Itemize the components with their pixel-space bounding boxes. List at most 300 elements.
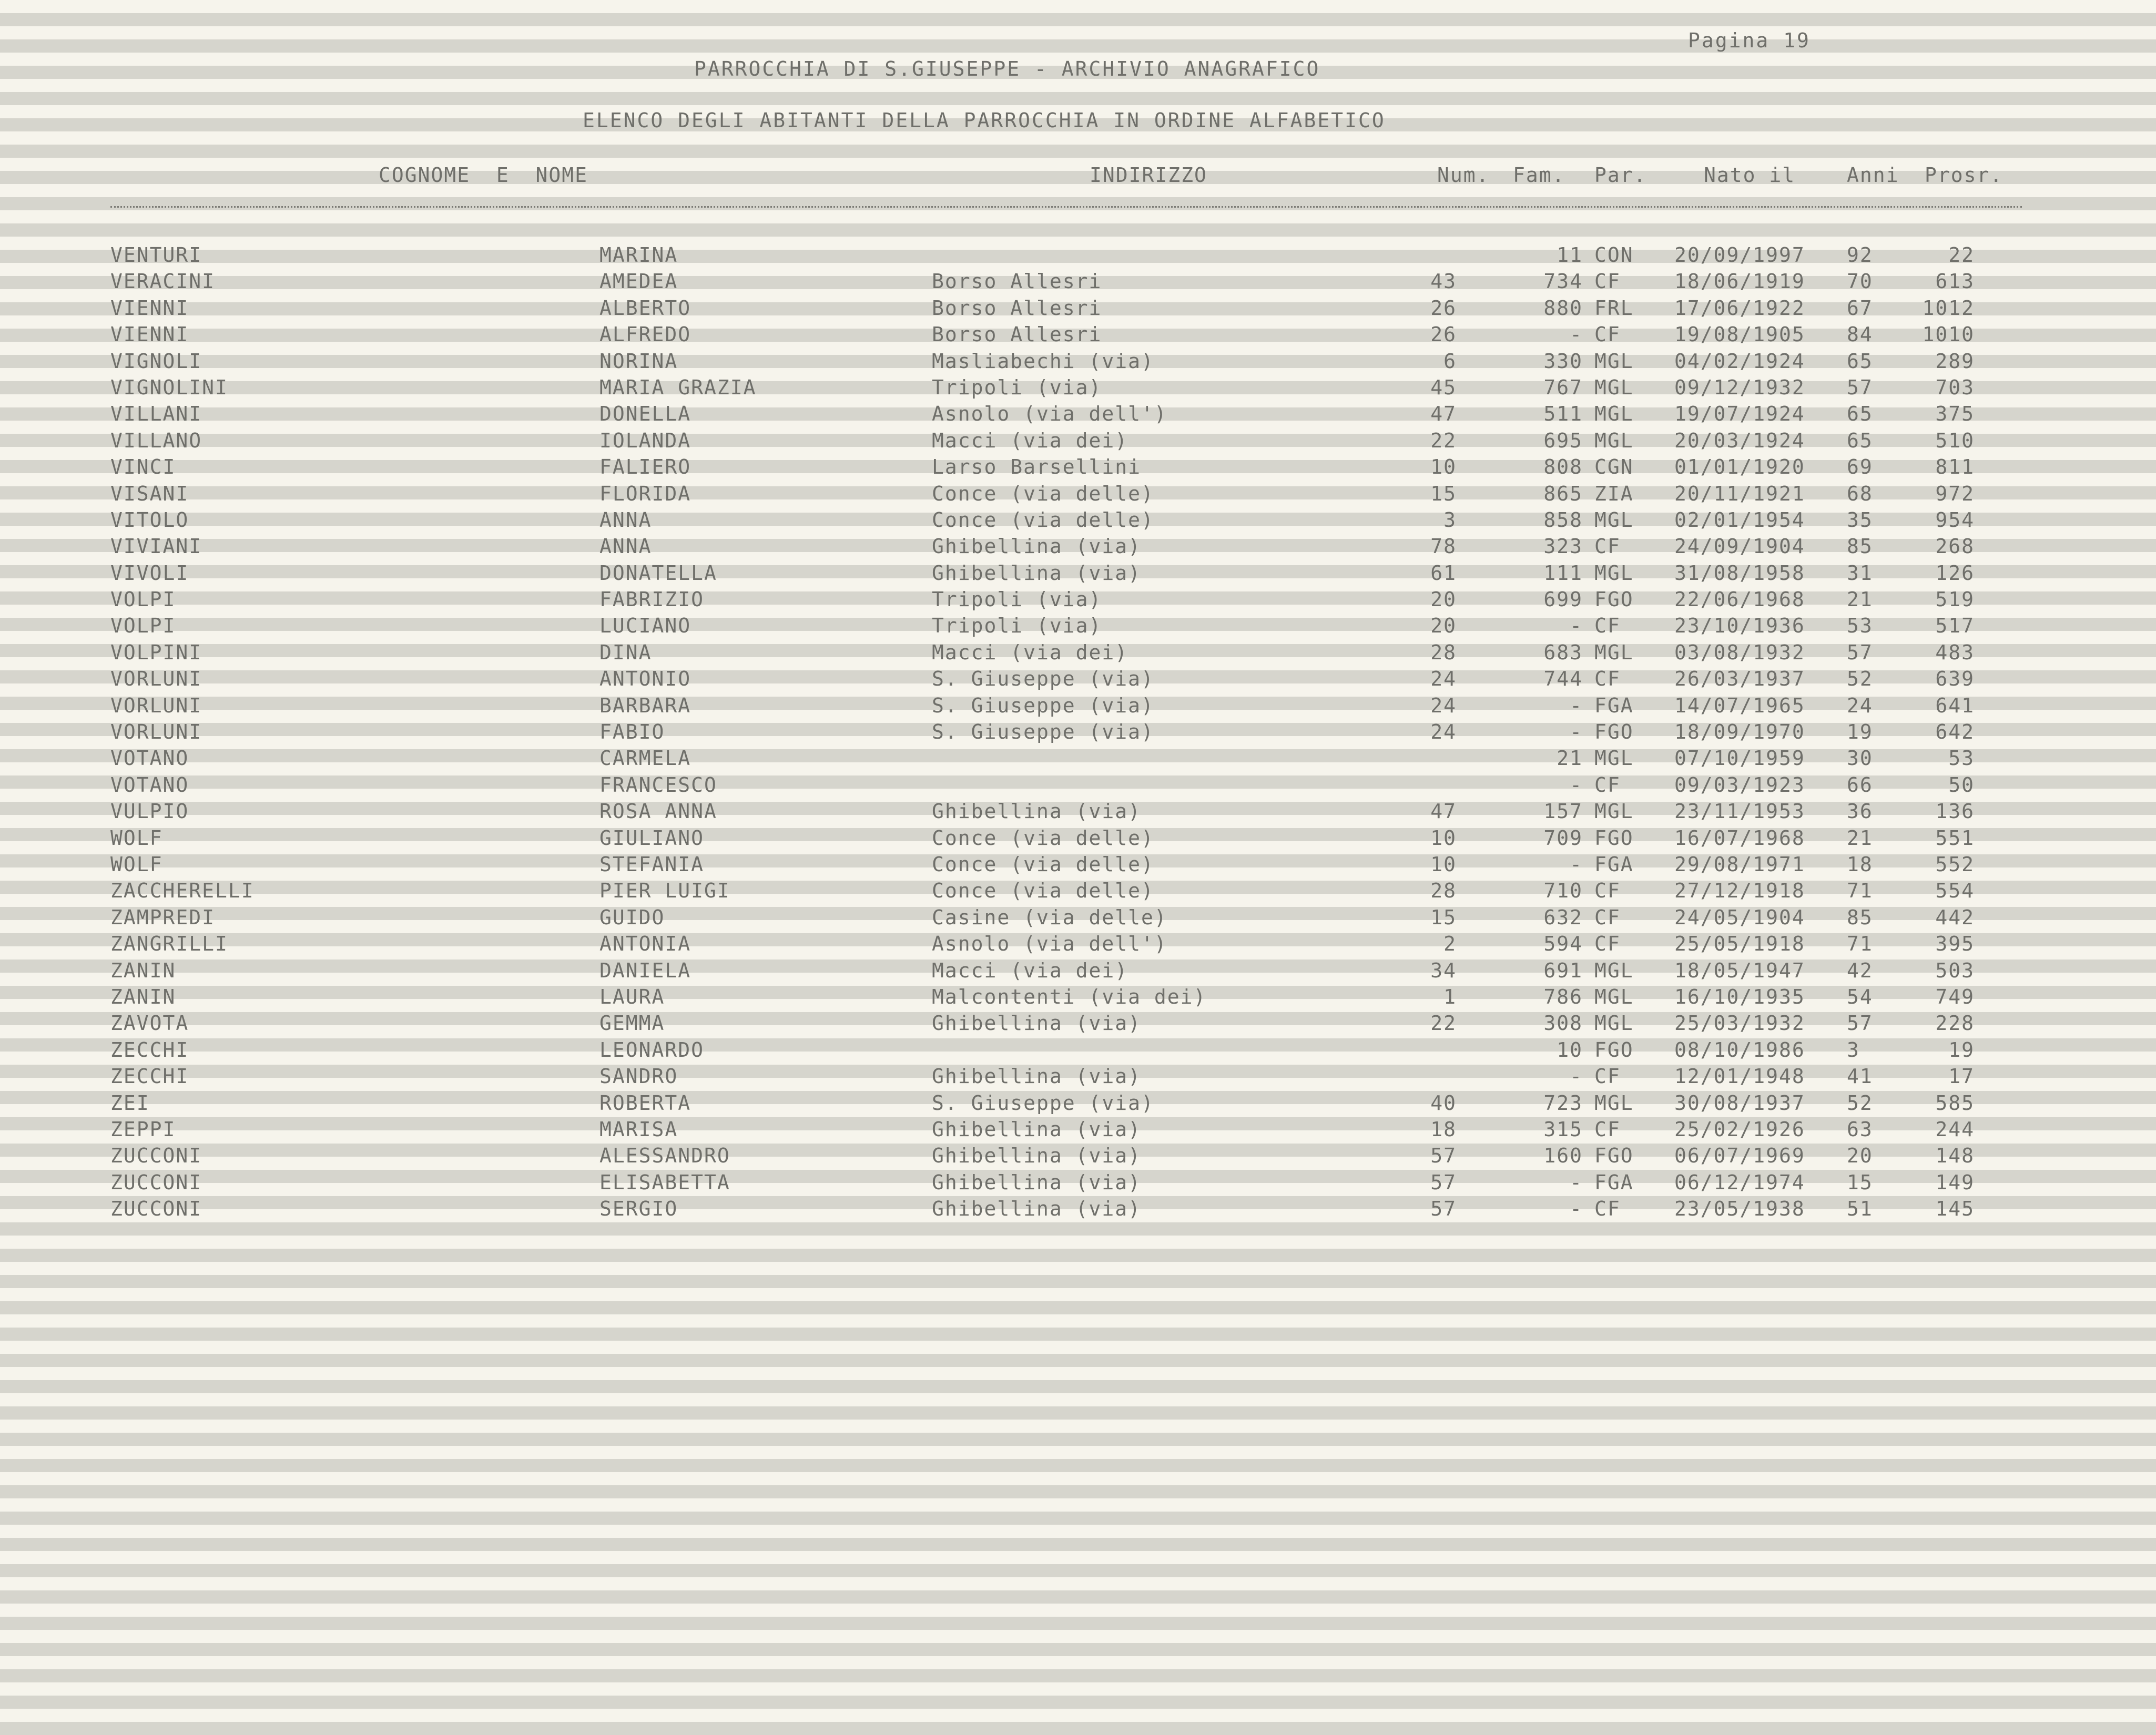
surname-cell: ZAMPREDI: [110, 905, 216, 929]
surname-cell: WOLF: [110, 852, 163, 876]
first-name-cell: DONELLA: [599, 402, 691, 426]
relation-cell: MGL: [1594, 1091, 1634, 1115]
resident-row: [0, 1063, 2156, 1089]
resident-row: [0, 772, 2156, 798]
surname-cell: VORLUNI: [110, 693, 202, 717]
first-name-cell: LEONARDO: [599, 1038, 705, 1062]
address-cell: Conce (via delle): [932, 508, 1154, 532]
progressive-number-cell: 552: [1935, 852, 1975, 876]
age-cell: 70: [1847, 270, 1873, 293]
address-cell: Asnolo (via dell'): [932, 402, 1167, 426]
age-cell: 19: [1847, 720, 1873, 744]
birth-date-cell: 29/08/1971: [1674, 852, 1805, 876]
surname-cell: ZUCCONI: [110, 1170, 202, 1194]
relation-cell: FGO: [1594, 588, 1634, 611]
family-number-cell: 10: [1557, 1038, 1583, 1062]
first-name-cell: ELISABETTA: [599, 1170, 730, 1194]
address-cell: Ghibellina (via): [932, 1144, 1142, 1168]
document-title: PARROCCHIA DI S.GIUSEPPE - ARCHIVIO ANAGRAFICO: [694, 57, 1320, 80]
relation-cell: CF: [1594, 1117, 1621, 1141]
address-cell: Borso Allesri: [932, 270, 1102, 293]
age-cell: 57: [1847, 375, 1873, 399]
surname-cell: VOLPI: [110, 588, 176, 611]
birth-date-cell: 14/07/1965: [1674, 693, 1805, 717]
family-number-cell: -: [1570, 323, 1583, 346]
family-number-cell: 808: [1543, 455, 1583, 479]
first-name-cell: MARINA: [599, 243, 678, 267]
birth-date-cell: 23/10/1936: [1674, 614, 1805, 638]
birth-date-cell: 02/01/1954: [1674, 508, 1805, 532]
birth-date-cell: 24/09/1904: [1674, 535, 1805, 558]
resident-row: [0, 1196, 2156, 1222]
family-number-cell: 695: [1543, 428, 1583, 452]
resident-row: [0, 798, 2156, 824]
first-name-cell: DANIELA: [599, 958, 691, 982]
relation-cell: MGL: [1594, 402, 1634, 426]
first-name-cell: ANNA: [599, 535, 652, 558]
age-cell: 20: [1847, 1144, 1873, 1168]
document-subtitle: ELENCO DEGLI ABITANTI DELLA PARROCCHIA IN ORDINE ALFABETICO: [583, 109, 1386, 132]
address-cell: Ghibellina (via): [932, 1012, 1142, 1035]
address-cell: Conce (via delle): [932, 879, 1154, 903]
address-cell: S. Giuseppe (via): [932, 1091, 1154, 1115]
age-cell: 67: [1847, 296, 1873, 320]
surname-cell: VIENNI: [110, 323, 189, 346]
resident-row: [0, 1142, 2156, 1169]
birth-date-cell: 18/09/1970: [1674, 720, 1805, 744]
family-number-cell: 767: [1543, 375, 1583, 399]
column-header-num: Num.: [1437, 164, 1490, 187]
relation-cell: ZIA: [1594, 482, 1634, 505]
relation-cell: MGL: [1594, 1012, 1634, 1035]
first-name-cell: PIER LUIGI: [599, 879, 730, 903]
address-cell: Conce (via delle): [932, 482, 1154, 505]
family-number-cell: 723: [1543, 1091, 1583, 1115]
family-number-cell: -: [1570, 720, 1583, 744]
house-number-cell: 26: [1430, 323, 1457, 346]
progressive-number-cell: 703: [1935, 375, 1975, 399]
birth-date-cell: 25/02/1926: [1674, 1117, 1805, 1141]
relation-cell: CF: [1594, 614, 1621, 638]
first-name-cell: STEFANIA: [599, 852, 705, 876]
resident-row: [0, 639, 2156, 666]
resident-row: [0, 719, 2156, 745]
address-cell: Macci (via dei): [932, 958, 1128, 982]
column-header-nato: Nato il: [1704, 164, 1796, 187]
first-name-cell: NORINA: [599, 349, 678, 373]
progressive-number-cell: 551: [1935, 826, 1975, 850]
surname-cell: VILLANI: [110, 402, 202, 426]
first-name-cell: ALESSANDRO: [599, 1144, 730, 1168]
surname-cell: ZUCCONI: [110, 1197, 202, 1221]
birth-date-cell: 09/12/1932: [1674, 375, 1805, 399]
house-number-cell: 28: [1430, 640, 1457, 664]
progressive-number-cell: 149: [1935, 1170, 1975, 1194]
resident-row: [0, 295, 2156, 321]
birth-date-cell: 25/05/1918: [1674, 932, 1805, 956]
resident-row: [0, 1010, 2156, 1036]
relation-cell: FGA: [1594, 693, 1634, 717]
resident-row: [0, 666, 2156, 692]
surname-cell: WOLF: [110, 826, 163, 850]
progressive-number-cell: 53: [1948, 747, 1975, 770]
surname-cell: VORLUNI: [110, 667, 202, 691]
age-cell: 31: [1847, 561, 1873, 585]
surname-cell: ZUCCONI: [110, 1144, 202, 1168]
surname-cell: VIVOLI: [110, 561, 189, 585]
surname-cell: ZEI: [110, 1091, 150, 1115]
age-cell: 52: [1847, 1091, 1873, 1115]
relation-cell: CF: [1594, 667, 1621, 691]
relation-cell: CF: [1594, 270, 1621, 293]
surname-cell: ZACCHERELLI: [110, 879, 255, 903]
family-number-cell: 734: [1543, 270, 1583, 293]
address-cell: Tripoli (via): [932, 588, 1102, 611]
first-name-cell: GUIDO: [599, 905, 665, 929]
resident-row: [0, 692, 2156, 719]
age-cell: 92: [1847, 243, 1873, 267]
progressive-number-cell: 641: [1935, 693, 1975, 717]
progressive-number-cell: 954: [1935, 508, 1975, 532]
family-number-cell: 594: [1543, 932, 1583, 956]
address-cell: Tripoli (via): [932, 375, 1102, 399]
house-number-cell: 10: [1430, 852, 1457, 876]
progressive-number-cell: 375: [1935, 402, 1975, 426]
address-cell: Larso Barsellini: [932, 455, 1142, 479]
relation-cell: MGL: [1594, 747, 1634, 770]
birth-date-cell: 20/11/1921: [1674, 482, 1805, 505]
birth-date-cell: 01/01/1920: [1674, 455, 1805, 479]
family-number-cell: -: [1570, 693, 1583, 717]
relation-cell: FGO: [1594, 720, 1634, 744]
relation-cell: CF: [1594, 773, 1621, 797]
family-number-cell: 160: [1543, 1144, 1583, 1168]
surname-cell: ZEPPI: [110, 1117, 176, 1141]
house-number-cell: 40: [1430, 1091, 1457, 1115]
resident-row: [0, 745, 2156, 771]
family-number-cell: 330: [1543, 349, 1583, 373]
surname-cell: ZECCHI: [110, 1065, 189, 1088]
family-number-cell: 21: [1557, 747, 1583, 770]
birth-date-cell: 27/12/1918: [1674, 879, 1805, 903]
age-cell: 63: [1847, 1117, 1873, 1141]
age-cell: 84: [1847, 323, 1873, 346]
surname-cell: VIENNI: [110, 296, 189, 320]
age-cell: 24: [1847, 693, 1873, 717]
house-number-cell: 2: [1443, 932, 1457, 956]
surname-cell: VIGNOLINI: [110, 375, 228, 399]
age-cell: 51: [1847, 1197, 1873, 1221]
first-name-cell: ROSA ANNA: [599, 800, 717, 823]
progressive-number-cell: 126: [1935, 561, 1975, 585]
resident-row: [0, 242, 2156, 268]
first-name-cell: BARBARA: [599, 693, 691, 717]
house-number-cell: 3: [1443, 508, 1457, 532]
surname-cell: VIGNOLI: [110, 349, 202, 373]
relation-cell: CF: [1594, 932, 1621, 956]
relation-cell: FGA: [1594, 1170, 1634, 1194]
family-number-cell: 699: [1543, 588, 1583, 611]
surname-cell: VERACINI: [110, 270, 216, 293]
residents-list: [0, 242, 2156, 1222]
surname-cell: VOLPINI: [110, 640, 202, 664]
surname-cell: VOTANO: [110, 773, 189, 797]
relation-cell: FGO: [1594, 826, 1634, 850]
relation-cell: CF: [1594, 879, 1621, 903]
age-cell: 18: [1847, 852, 1873, 876]
resident-row: [0, 481, 2156, 507]
family-number-cell: 683: [1543, 640, 1583, 664]
birth-date-cell: 18/05/1947: [1674, 958, 1805, 982]
family-number-cell: 865: [1543, 482, 1583, 505]
surname-cell: VENTURI: [110, 243, 202, 267]
resident-row: [0, 560, 2156, 586]
family-number-cell: 710: [1543, 879, 1583, 903]
progressive-number-cell: 749: [1935, 985, 1975, 1008]
progressive-number-cell: 554: [1935, 879, 1975, 903]
relation-cell: MGL: [1594, 561, 1634, 585]
age-cell: 57: [1847, 640, 1873, 664]
address-cell: Tripoli (via): [932, 614, 1102, 638]
house-number-cell: 43: [1430, 270, 1457, 293]
progressive-number-cell: 136: [1935, 800, 1975, 823]
relation-cell: MGL: [1594, 958, 1634, 982]
resident-row: [0, 1090, 2156, 1116]
birth-date-cell: 07/10/1959: [1674, 747, 1805, 770]
column-header-fam: Fam.: [1513, 164, 1565, 187]
relation-cell: CF: [1594, 905, 1621, 929]
age-cell: 36: [1847, 800, 1873, 823]
address-cell: Masliabechi (via): [932, 349, 1154, 373]
resident-row: [0, 904, 2156, 931]
birth-date-cell: 25/03/1932: [1674, 1012, 1805, 1035]
relation-cell: MGL: [1594, 800, 1634, 823]
house-number-cell: 10: [1430, 826, 1457, 850]
family-number-cell: 323: [1543, 535, 1583, 558]
birth-date-cell: 22/06/1968: [1674, 588, 1805, 611]
surname-cell: VILLANO: [110, 428, 202, 452]
progressive-number-cell: 1010: [1922, 323, 1975, 346]
resident-row: [0, 931, 2156, 957]
progressive-number-cell: 517: [1935, 614, 1975, 638]
progressive-number-cell: 19: [1948, 1038, 1975, 1062]
first-name-cell: SANDRO: [599, 1065, 678, 1088]
first-name-cell: GEMMA: [599, 1012, 665, 1035]
family-number-cell: -: [1570, 773, 1583, 797]
birth-date-cell: 17/06/1922: [1674, 296, 1805, 320]
birth-date-cell: 06/12/1974: [1674, 1170, 1805, 1194]
family-number-cell: 308: [1543, 1012, 1583, 1035]
resident-row: [0, 321, 2156, 348]
surname-cell: VULPIO: [110, 800, 189, 823]
relation-cell: CF: [1594, 535, 1621, 558]
surname-cell: ZANIN: [110, 985, 176, 1008]
house-number-cell: 10: [1430, 455, 1457, 479]
house-number-cell: 45: [1430, 375, 1457, 399]
address-cell: S. Giuseppe (via): [932, 720, 1154, 744]
house-number-cell: 22: [1430, 1012, 1457, 1035]
house-number-cell: 15: [1430, 905, 1457, 929]
age-cell: 52: [1847, 667, 1873, 691]
first-name-cell: LUCIANO: [599, 614, 691, 638]
resident-row: [0, 825, 2156, 851]
first-name-cell: MARISA: [599, 1117, 678, 1141]
age-cell: 85: [1847, 535, 1873, 558]
address-cell: Ghibellina (via): [932, 1065, 1142, 1088]
address-cell: S. Giuseppe (via): [932, 693, 1154, 717]
age-cell: 71: [1847, 932, 1873, 956]
header-divider: [110, 206, 2022, 208]
age-cell: 66: [1847, 773, 1873, 797]
family-number-cell: 315: [1543, 1117, 1583, 1141]
progressive-number-cell: 148: [1935, 1144, 1975, 1168]
relation-cell: CF: [1594, 1065, 1621, 1088]
progressive-number-cell: 22: [1948, 243, 1975, 267]
family-number-cell: -: [1570, 1170, 1583, 1194]
surname-cell: ZANIN: [110, 958, 176, 982]
first-name-cell: ALFREDO: [599, 323, 691, 346]
resident-row: [0, 1037, 2156, 1063]
age-cell: 65: [1847, 349, 1873, 373]
age-cell: 65: [1847, 402, 1873, 426]
birth-date-cell: 20/03/1924: [1674, 428, 1805, 452]
address-cell: S. Giuseppe (via): [932, 667, 1154, 691]
address-cell: Macci (via dei): [932, 428, 1128, 452]
house-number-cell: 22: [1430, 428, 1457, 452]
age-cell: 53: [1847, 614, 1873, 638]
first-name-cell: ANTONIA: [599, 932, 691, 956]
age-cell: 69: [1847, 455, 1873, 479]
birth-date-cell: 12/01/1948: [1674, 1065, 1805, 1088]
age-cell: 15: [1847, 1170, 1873, 1194]
house-number-cell: 26: [1430, 296, 1457, 320]
resident-row: [0, 348, 2156, 374]
column-header-indirizzo: INDIRIZZO: [1090, 164, 1207, 187]
surname-cell: VOLPI: [110, 614, 176, 638]
progressive-number-cell: 145: [1935, 1197, 1975, 1221]
relation-cell: FGO: [1594, 1144, 1634, 1168]
address-cell: Conce (via delle): [932, 852, 1154, 876]
address-cell: Conce (via delle): [932, 826, 1154, 850]
surname-cell: ZAVOTA: [110, 1012, 189, 1035]
resident-row: [0, 507, 2156, 533]
family-number-cell: 157: [1543, 800, 1583, 823]
first-name-cell: AMEDEA: [599, 270, 678, 293]
birth-date-cell: 26/03/1937: [1674, 667, 1805, 691]
birth-date-cell: 23/11/1953: [1674, 800, 1805, 823]
house-number-cell: 24: [1430, 720, 1457, 744]
relation-cell: FRL: [1594, 296, 1634, 320]
first-name-cell: ALBERTO: [599, 296, 691, 320]
birth-date-cell: 16/10/1935: [1674, 985, 1805, 1008]
age-cell: 21: [1847, 588, 1873, 611]
age-cell: 85: [1847, 905, 1873, 929]
resident-row: [0, 613, 2156, 639]
age-cell: 54: [1847, 985, 1873, 1008]
address-cell: Ghibellina (via): [932, 800, 1142, 823]
house-number-cell: 15: [1430, 482, 1457, 505]
first-name-cell: FRANCESCO: [599, 773, 717, 797]
column-header-prosr: Prosr.: [1925, 164, 2004, 187]
house-number-cell: 28: [1430, 879, 1457, 903]
birth-date-cell: 19/07/1924: [1674, 402, 1805, 426]
first-name-cell: FALIERO: [599, 455, 691, 479]
address-cell: Ghibellina (via): [932, 1197, 1142, 1221]
house-number-cell: 34: [1430, 958, 1457, 982]
address-cell: Casine (via delle): [932, 905, 1167, 929]
family-number-cell: 691: [1543, 958, 1583, 982]
surname-cell: VINCI: [110, 455, 176, 479]
address-cell: Asnolo (via dell'): [932, 932, 1167, 956]
address-cell: Borso Allesri: [932, 323, 1102, 346]
house-number-cell: 57: [1430, 1144, 1457, 1168]
surname-cell: VOTANO: [110, 747, 189, 770]
address-cell: Macci (via dei): [932, 640, 1128, 664]
relation-cell: CF: [1594, 1197, 1621, 1221]
progressive-number-cell: 1012: [1922, 296, 1975, 320]
family-number-cell: 632: [1543, 905, 1583, 929]
resident-row: [0, 1169, 2156, 1196]
first-name-cell: LAURA: [599, 985, 665, 1008]
relation-cell: MGL: [1594, 640, 1634, 664]
resident-row: [0, 374, 2156, 401]
birth-date-cell: 03/08/1932: [1674, 640, 1805, 664]
relation-cell: MGL: [1594, 985, 1634, 1008]
resident-row: [0, 533, 2156, 559]
resident-row: [0, 957, 2156, 984]
resident-row: [0, 401, 2156, 427]
family-number-cell: 880: [1543, 296, 1583, 320]
house-number-cell: 47: [1430, 402, 1457, 426]
relation-cell: MGL: [1594, 375, 1634, 399]
first-name-cell: ANTONIO: [599, 667, 691, 691]
relation-cell: MGL: [1594, 508, 1634, 532]
family-number-cell: 11: [1557, 243, 1583, 267]
page-number: Pagina 19: [1688, 29, 1811, 52]
progressive-number-cell: 395: [1935, 932, 1975, 956]
resident-row: [0, 1116, 2156, 1142]
house-number-cell: 24: [1430, 693, 1457, 717]
relation-cell: FGA: [1594, 852, 1634, 876]
resident-row: [0, 984, 2156, 1010]
house-number-cell: 1: [1443, 985, 1457, 1008]
first-name-cell: GIULIANO: [599, 826, 705, 850]
relation-cell: CON: [1594, 243, 1634, 267]
family-number-cell: 744: [1543, 667, 1583, 691]
family-number-cell: -: [1570, 614, 1583, 638]
age-cell: 68: [1847, 482, 1873, 505]
first-name-cell: FLORIDA: [599, 482, 691, 505]
age-cell: 71: [1847, 879, 1873, 903]
first-name-cell: DONATELLA: [599, 561, 717, 585]
progressive-number-cell: 442: [1935, 905, 1975, 929]
address-cell: Borso Allesri: [932, 296, 1102, 320]
house-number-cell: 78: [1430, 535, 1457, 558]
age-cell: 41: [1847, 1065, 1873, 1088]
house-number-cell: 24: [1430, 667, 1457, 691]
birth-date-cell: 04/02/1924: [1674, 349, 1805, 373]
column-header-anni: Anni: [1847, 164, 1899, 187]
progressive-number-cell: 483: [1935, 640, 1975, 664]
house-number-cell: 6: [1443, 349, 1457, 373]
relation-cell: MGL: [1594, 428, 1634, 452]
resident-row: [0, 586, 2156, 613]
first-name-cell: FABRIZIO: [599, 588, 705, 611]
house-number-cell: 61: [1430, 561, 1457, 585]
progressive-number-cell: 510: [1935, 428, 1975, 452]
birth-date-cell: 30/08/1937: [1674, 1091, 1805, 1115]
surname-cell: VITOLO: [110, 508, 189, 532]
